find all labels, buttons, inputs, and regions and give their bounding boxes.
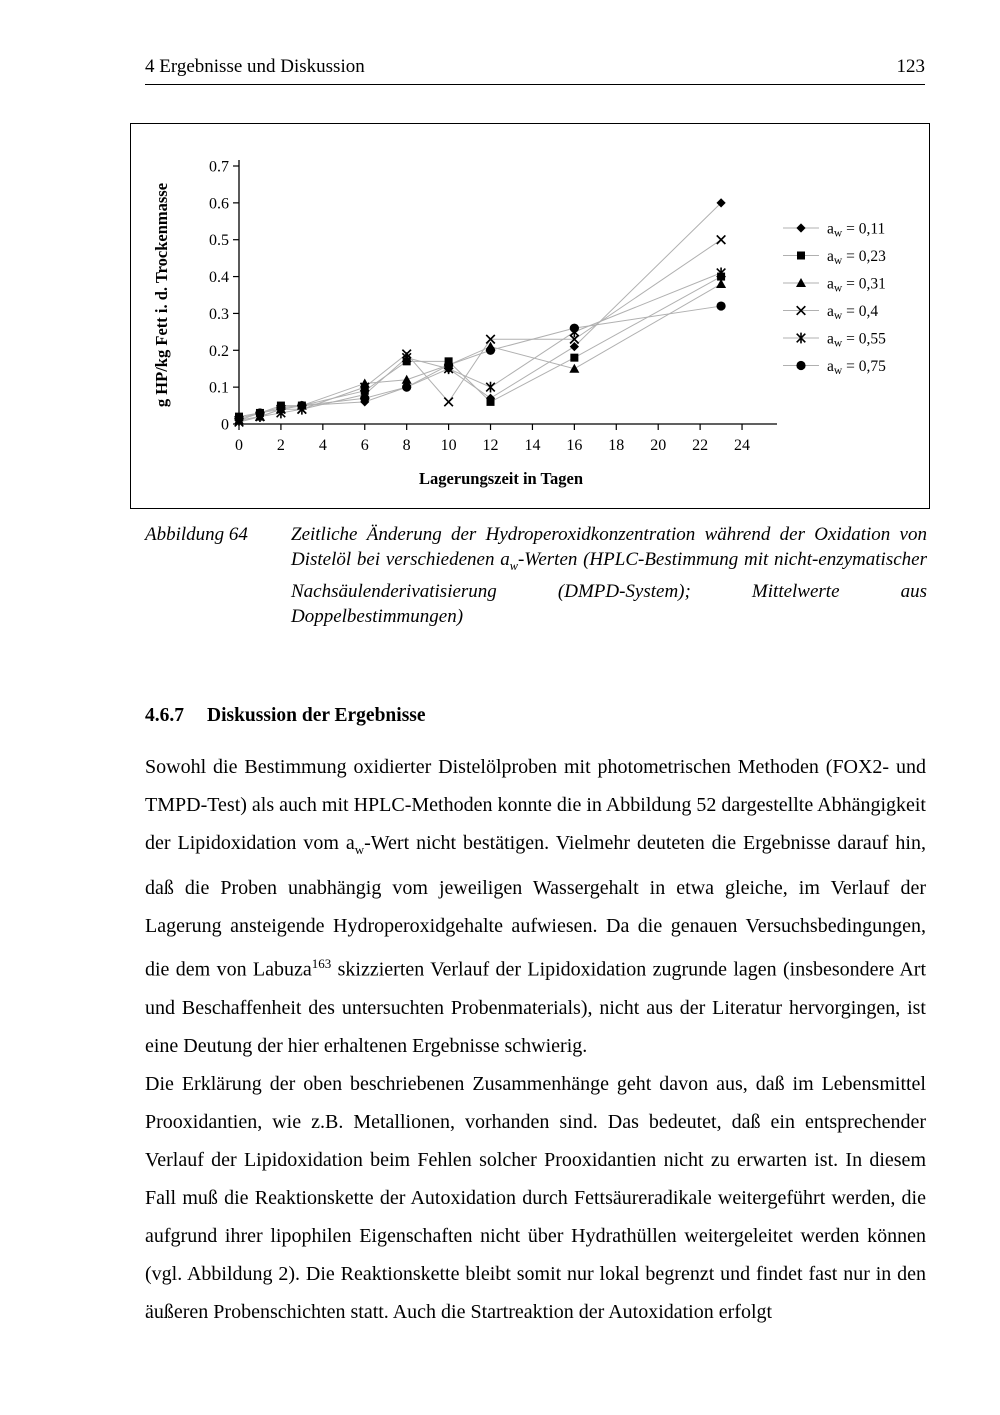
paragraph-2: Die Erklärung der oben beschriebenen Zusammenhänge geht davon aus, daß im Lebensmittel Prooxidantien, wie z.B. Metallionen, vorhanden sind. Das bedeutet, daß ein entsprechender Verlauf der Lipidoxidation beim Fehlen solcher Prooxidantien nicht zu erwarten ist. In diesem Fall muß die Reaktionskette der Autoxidation durch Fettsäureradikale weitergeführt werden, die aufgrund ihrer lipophilen Eigenschaften nicht über Hydrathüllen weitergeleitet werden können (vgl. Abbildung 2). Die Reaktionskette bleibt somit nur lokal begrenzt und findet fast nur in den äußeren Probenschichten statt. Auch die Startreaktion der Autoxidation erfolgt	[145, 1072, 926, 1323]
oxidation-chart	[131, 124, 929, 506]
svg-text:4: 4	[318, 437, 327, 454]
header-page-number: 123	[896, 56, 925, 77]
figure-caption-text: Zeitliche Änderung der Hydroperoxidkonzentration während der Oxidation von Distelöl bei verschiedenen $a_w$-Werten (HPLC-Bestimmung mit nicht-enzymatischer Nachsäulenderivatisierung (DMPD-System); Mittelwerte aus Doppelbestimmungen)	[291, 524, 927, 627]
x-axis-label: Lagerungszeit in Tagen	[418, 469, 584, 488]
svg-text:0.6: 0.6	[209, 195, 229, 213]
svg-text:12: 12	[482, 437, 499, 454]
legend-entry: aw = 0,23	[827, 248, 886, 267]
svg-text:24: 24	[734, 437, 751, 454]
svg-text:2: 2	[276, 437, 285, 454]
svg-text:0.7: 0.7	[209, 158, 229, 176]
svg-text:10: 10	[440, 437, 457, 454]
svg-text:0.2: 0.2	[209, 342, 229, 360]
chart-svg	[131, 124, 927, 506]
svg-text:0.4: 0.4	[209, 269, 229, 287]
svg-text:18: 18	[608, 437, 625, 454]
svg-text:6: 6	[360, 437, 369, 454]
legend-entry: aw = 0,4	[827, 303, 879, 322]
section-title: Diskussion der Ergebnisse	[207, 705, 426, 726]
legend-entry: aw = 0,31	[827, 275, 886, 295]
svg-text:14: 14	[524, 437, 541, 454]
body-text	[145, 748, 926, 1331]
svg-text:16: 16	[566, 437, 583, 454]
running-header	[145, 56, 925, 85]
legend-entry: aw = 0,55	[827, 330, 886, 350]
figure-caption-label: Abbildung 64	[145, 524, 248, 545]
paragraph-1: Sowohl die Bestimmung oxidierter Distelölproben mit photometrischen Methoden (FOX2- und TMPD-Test) als auch mit HPLC-Methoden konnte die in Abbildung 52 dargestellte Abhängigkeit der Lipidoxidation vom $a_w$-Wert nicht bestätigen. Vielmehr deuteten die Ergebnisse darauf hin, daß die Proben unabhängig vom jeweiligen Wassergehalt in etwa gleiche, im Verlauf der Lagerung ansteigende Hydroperoxidgehalte aufwiesen. Da die genauen Versuchsbedingungen, die dem von Labuza$^{163}$ skizzierten Verlauf der Lipidoxidation zugrunde lagen (insbesondere Art und Beschaffenheit des untersuchten Probenmaterials), nicht aus der Literatur hervorgingen, ist eine Deutung der hier erhaltenen Ergebnisse schwierig.	[145, 756, 926, 1057]
y-axis-label: g HP/kg Fett i. d. Trockenmasse	[152, 182, 171, 408]
section-number: 4.6.7	[145, 705, 184, 726]
legend-entry: aw = 0,75	[827, 358, 886, 377]
svg-text:0: 0	[235, 437, 243, 454]
figure-64-caption	[145, 522, 927, 629]
legend-entry: aw = 0,11	[827, 220, 886, 240]
figure-64-chart-box	[130, 123, 930, 509]
svg-text:0.5: 0.5	[209, 232, 229, 250]
section-heading-4-6-7	[145, 705, 925, 727]
svg-text:22: 22	[692, 437, 709, 454]
svg-text:0.3: 0.3	[209, 305, 229, 323]
svg-text:8: 8	[402, 437, 411, 454]
svg-text:0: 0	[221, 416, 229, 434]
header-section-title: 4 Ergebnisse und Diskussion	[145, 56, 365, 77]
svg-text:20: 20	[650, 437, 667, 454]
svg-text:0.1: 0.1	[209, 379, 229, 397]
